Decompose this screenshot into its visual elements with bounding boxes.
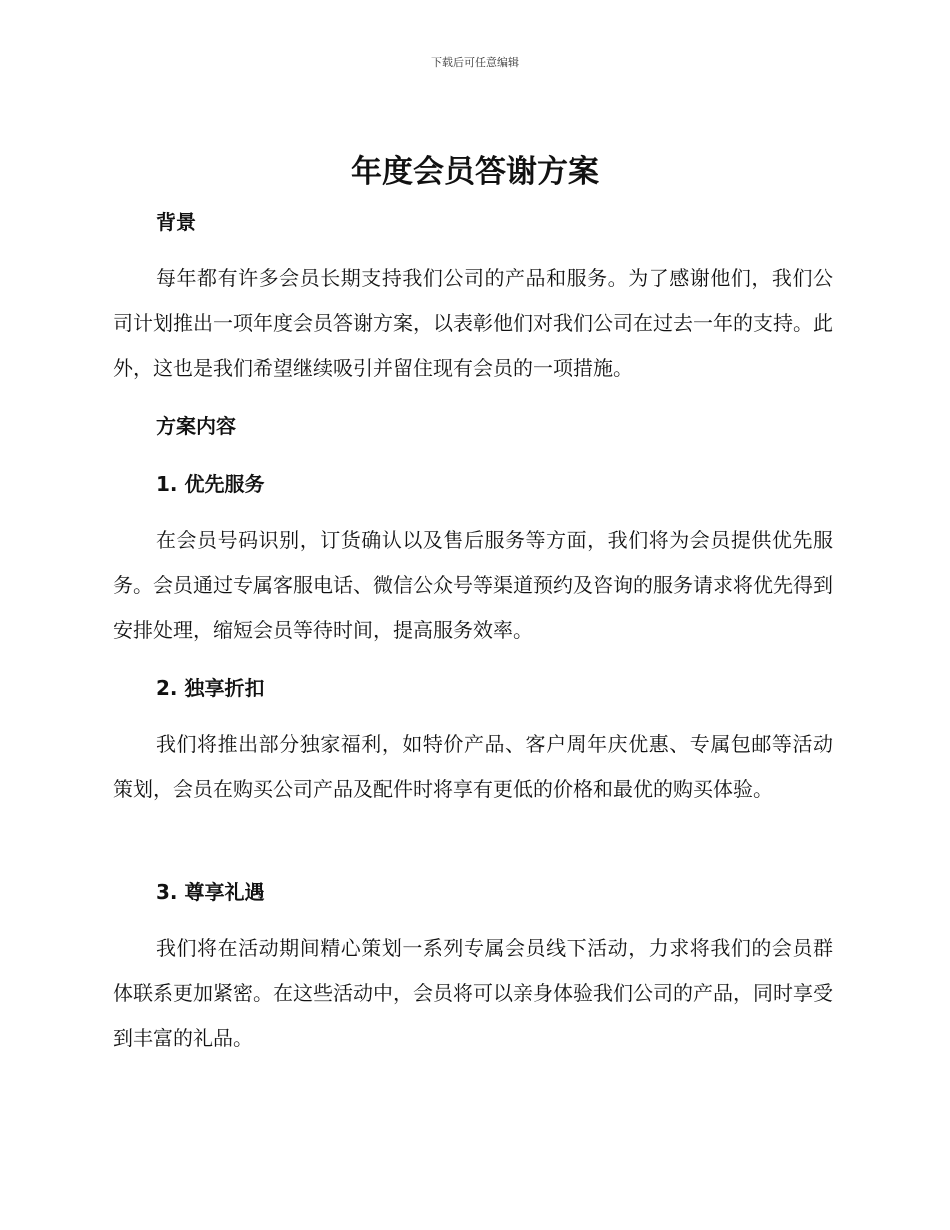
- document-title: 年度会员答谢方案: [351, 154, 599, 190]
- section-heading-background: 背景: [156, 210, 196, 234]
- item-heading-vip-treatment: 3. 尊享礼遇: [156, 880, 265, 904]
- item-heading-priority-service: 1. 优先服务: [156, 472, 265, 496]
- section-heading-plan: 方案内容: [156, 414, 236, 438]
- item-heading-exclusive-discount: 2. 独享折扣: [156, 676, 265, 700]
- paragraph-priority-service: 在会员号码识别，订货确认以及售后服务等方面，我们将为会员提供优先服务。会员通过专属客服电话、微信公众号等渠道预约及咨询的服务请求将优先得到安排处理，缩短会员等待时间，提高服务效率。: [113, 528, 833, 642]
- paragraph-exclusive-discount: 我们将推出部分独家福利，如特价产品、客户周年庆优惠、专属包邮等活动策划，会员在购买公司产品及配件时将享有更低的价格和最优的购买体验。: [113, 732, 833, 801]
- paragraph-vip-treatment: 我们将在活动期间精心策划一系列专属会员线下活动，力求将我们的会员群体联系更加紧密。在这些活动中，会员将可以亲身体验我们公司的产品，同时享受到丰富的礼品。: [113, 936, 833, 1050]
- page-header-note: 下载后可任意编辑: [431, 56, 519, 69]
- paragraph-background: 每年都有许多会员长期支持我们公司的产品和服务。为了感谢他们，我们公司计划推出一项年度会员答谢方案，以表彰他们对我们公司在过去一年的支持。此外，这也是我们希望继续吸引并留住现有会员的一项措施。: [113, 266, 833, 380]
